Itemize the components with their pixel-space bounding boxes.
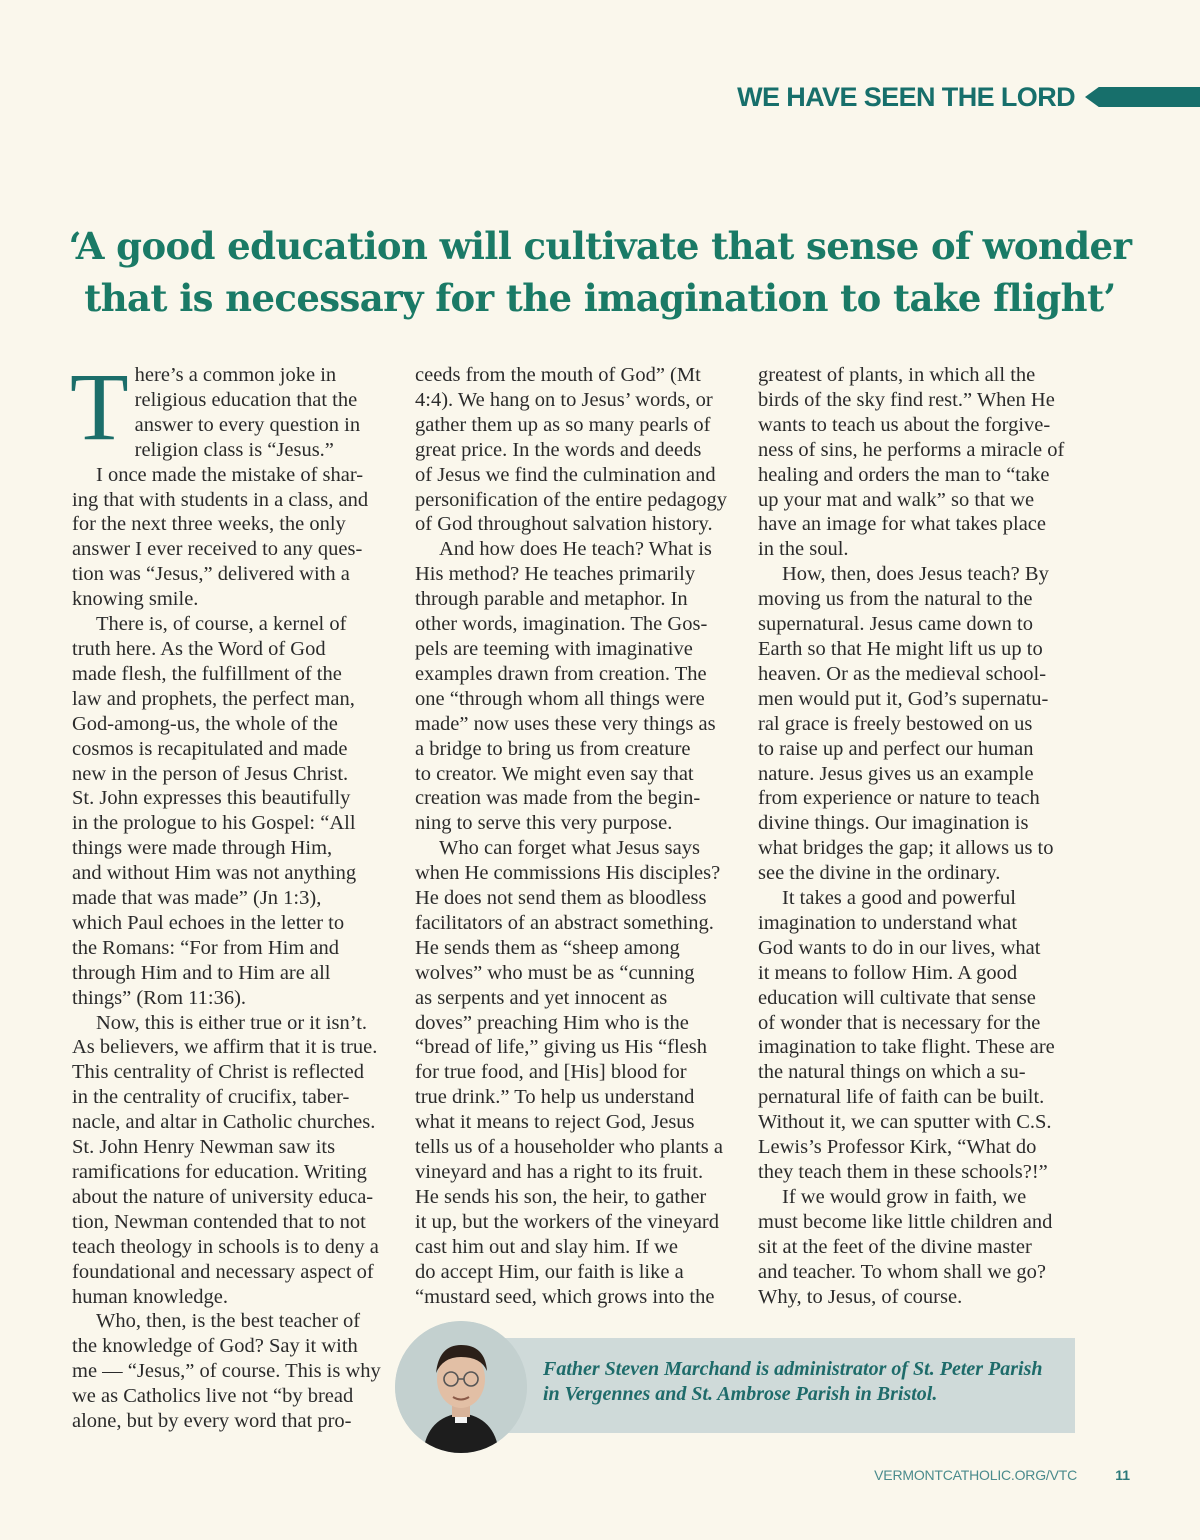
article-line: teach theology in schools is to deny a (72, 1235, 379, 1258)
article-line: and teacher. To whom shall we go? (758, 1260, 1046, 1283)
article-line: see the divine in the ordinary. (758, 862, 1001, 885)
article-line: heaven. Or as the medieval school- (758, 662, 1047, 685)
article-line: education will cultivate that sense (758, 986, 1036, 1009)
article-line: nature. Jesus gives us an example (758, 762, 1034, 785)
article-line: pels are teeming with imaginative (415, 637, 693, 660)
article-line: imagination to take flight. These are (758, 1036, 1055, 1059)
article-line: through Him and to Him are all (72, 961, 331, 984)
article-line: up your mat and walk” so that we (758, 488, 1035, 511)
article-line: answer I ever received to any ques- (72, 538, 363, 561)
article-line: He does not send them as bloodless (415, 887, 707, 910)
article-column-1 (70, 353, 390, 1434)
author-bio (543, 1357, 1063, 1407)
article-line: in the prologue to his Gospel: “All (72, 812, 356, 835)
article-line: supernatural. Jesus came down to (758, 613, 1033, 636)
article-line: it up, but the workers of the vineyard (415, 1210, 720, 1233)
article-line: the Romans: “For from Him and (72, 936, 340, 959)
pull-quote-line-2: that is necessary for the imagination to take flight’ (84, 276, 1116, 320)
drop-cap: T (70, 353, 129, 460)
article-line: for the next three weeks, the only (72, 513, 346, 536)
article-line: As believers, we affirm that it is true. (72, 1036, 378, 1059)
article-line: knowing smile. (72, 588, 199, 611)
article-line: what it means to reject God, Jesus (415, 1111, 695, 1134)
article-line: If we would grow in faith, we (782, 1185, 1027, 1208)
article-line: birds of the sky find rest.” When He (758, 388, 1055, 411)
article-line: here’s a common joke in (134, 364, 337, 386)
article-line: greatest of plants, in which all the (758, 364, 1036, 386)
author-bio-line-2: in Vergennes and St. Ambrose Parish in Bristol. (543, 1383, 938, 1405)
article-line: gather them up as so many pearls of (415, 413, 711, 436)
article-line: St. John expresses this beautifully (72, 787, 351, 810)
author-photo (395, 1321, 527, 1453)
article-column-2 (415, 363, 733, 1309)
article-line: creation was made from the begin- (415, 787, 701, 810)
article-line: “bread of life,” giving us His “flesh (415, 1036, 708, 1059)
article-line: about the nature of university educa- (72, 1185, 374, 1208)
article-line: divine things. Our imagination is (758, 812, 1029, 835)
article-line: one “through whom all things were (415, 687, 705, 710)
article-line: things were made through Him, (72, 837, 333, 860)
article-line: what bridges the gap; it allows us to (758, 837, 1054, 860)
article-line: from experience or nature to teach (758, 787, 1040, 810)
article-line: moving us from the natural to the (758, 588, 1033, 611)
article-line: pernatural life of faith can be built. (758, 1086, 1045, 1109)
article-line: ning to serve this very purpose. (415, 812, 673, 835)
article-line: wolves” who must be as “cunning (415, 961, 695, 984)
article-line: Earth so that He might lift us up to (758, 637, 1043, 660)
article-line: religion class is “Jesus.” (134, 438, 334, 461)
article-line: This centrality of Christ is reflected (72, 1061, 365, 1084)
header-accent-bar (1085, 87, 1200, 107)
article-line: It takes a good and powerful (782, 887, 1016, 910)
article-line: examples drawn from creation. The (415, 662, 707, 685)
article-line: when He commissions His disciples? (415, 862, 721, 885)
article-line: in the centrality of crucifix, taber- (72, 1086, 350, 1109)
article-line: things” (Rom 11:36). (72, 986, 247, 1009)
article-line: ceeds from the mouth of God” (Mt (415, 364, 701, 386)
article-line: to raise up and perfect our human (758, 737, 1034, 760)
section-header (737, 78, 1200, 116)
article-line: human knowledge. (72, 1285, 228, 1308)
article-line: and without Him was not anything (72, 862, 357, 885)
article-line: sit at the feet of the divine master (758, 1235, 1032, 1258)
article-line: foundational and necessary aspect of (72, 1260, 374, 1283)
article-line: healing and orders the man to “take (758, 463, 1050, 486)
article-line: have an image for what takes place (758, 513, 1047, 536)
article-line: religious education that the (134, 388, 358, 411)
article-line: made flesh, the fulfillment of the (72, 662, 342, 685)
article-line: cast him out and slay him. If we (415, 1235, 679, 1258)
article-line: the natural things on which a su- (758, 1061, 1026, 1084)
article-line: ness of sins, he performs a miracle of (758, 438, 1065, 461)
article-line: law and prophets, the perfect man, (72, 687, 355, 710)
article-line: personification of the entire pedagogy (415, 488, 727, 511)
article-line: “mustard seed, which grows into the (415, 1285, 715, 1308)
article-line: me — “Jesus,” of course. This is why (72, 1360, 381, 1383)
article-line: of Jesus we find the culmination and (415, 463, 716, 486)
article-line: the knowledge of God? Say it with (72, 1335, 358, 1358)
pull-quote (60, 220, 1140, 324)
article-line: made” now uses these very things as (415, 712, 716, 735)
article-line: God-among-us, the whole of the (72, 712, 338, 735)
article-line: God wants to do in our lives, what (758, 936, 1041, 959)
article-line: in the soul. (758, 538, 849, 561)
article-line: other words, imagination. The Gos- (415, 613, 708, 636)
article-line: Lewis’s Professor Kirk, “What do (758, 1136, 1037, 1159)
article-line: of God throughout salvation history. (415, 513, 713, 536)
author-portrait-icon (395, 1321, 527, 1453)
article-line: cosmos is recapitulated and made (72, 737, 348, 760)
article-line: facilitators of an abstract something. (415, 911, 714, 934)
article-line: of wonder that is necessary for the (758, 1011, 1041, 1034)
article-line: ramifications for education. Writing (72, 1161, 367, 1183)
article-line: imagination to understand what (758, 911, 1018, 934)
article-line: made that was made” (Jn 1:3), (72, 887, 322, 910)
article-line: to creator. We might even say that (415, 762, 694, 785)
article-line: I once made the mistake of shar- (96, 463, 364, 486)
article-line: nacle, and altar in Catholic churches. (72, 1111, 376, 1134)
article-line: St. John Henry Newman saw its (72, 1136, 336, 1159)
article-line: How, then, does Jesus teach? By (782, 563, 1049, 586)
article-line: And how does He teach? What is (439, 538, 712, 561)
article-line: tion, Newman contended that to not (72, 1210, 366, 1233)
article-line: Why, to Jesus, of course. (758, 1285, 963, 1308)
article-line: There is, of course, a kernel of (96, 613, 347, 636)
article-line: which Paul echoes in the letter to (72, 911, 345, 934)
article-line: must become like little children and (758, 1210, 1053, 1233)
article-line: great price. In the words and deeds (415, 438, 702, 461)
article-line: truth here. As the Word of God (72, 637, 326, 660)
article-line: answer to every question in (134, 413, 361, 436)
article-line: new in the person of Jesus Christ. (72, 762, 349, 785)
article-line: He sends his son, the heir, to gather (415, 1185, 707, 1208)
article-line: doves” preaching Him who is the (415, 1011, 689, 1034)
article-line: Who, then, is the best teacher of (96, 1310, 361, 1333)
article-line: He sends them as “sheep among (415, 936, 680, 959)
article-line: Now, this is either true or it isn’t. (96, 1011, 368, 1034)
article-line: tion was “Jesus,” delivered with a (72, 563, 350, 586)
page-number: 11 (1115, 1467, 1130, 1483)
article-line: do accept Him, our faith is like a (415, 1260, 684, 1283)
article-line: vineyard and has a right to its fruit. (415, 1161, 704, 1183)
article-line: alone, but by every word that pro- (72, 1410, 352, 1433)
article-line: ing that with students in a class, and (72, 488, 369, 511)
article-line: a bridge to bring us from creature (415, 737, 691, 760)
article-line: true drink.” To help us understand (415, 1086, 695, 1109)
article-line: wants to teach us about the forgive- (758, 413, 1051, 436)
section-title: WE HAVE SEEN THE LORD (737, 81, 1075, 112)
pull-quote-line-1: ‘A good education will cultivate that sense of wonder (68, 224, 1132, 268)
article-line: ral grace is freely bestowed on us (758, 712, 1033, 735)
article-line: as serpents and yet innocent as (415, 986, 668, 1009)
footer-url: VERMONTCATHOLIC.ORG/VTC (874, 1467, 1077, 1483)
author-bio-line-1: Father Steven Marchand is administrator of St. Peter Parish (543, 1358, 1043, 1380)
article-line: His method? He teaches primarily (415, 563, 696, 586)
article-line: it means to follow Him. A good (758, 961, 1018, 984)
article-line: men would put it, God’s supernatu- (758, 687, 1049, 710)
article-line: they teach them in these schools?!” (758, 1161, 1048, 1183)
article-line: Without it, we can sputter with C.S. (758, 1111, 1052, 1134)
article-line: 4:4). We hang on to Jesus’ words, or (415, 388, 713, 411)
article-line: tells us of a householder who plants a (415, 1136, 724, 1159)
article-column-3 (758, 363, 1076, 1309)
article-line: we as Catholics live not “by bread (72, 1385, 354, 1408)
article-line: through parable and metaphor. In (415, 588, 688, 611)
article-line: for true food, and [His] blood for (415, 1061, 687, 1084)
article-line: Who can forget what Jesus says (439, 837, 700, 860)
